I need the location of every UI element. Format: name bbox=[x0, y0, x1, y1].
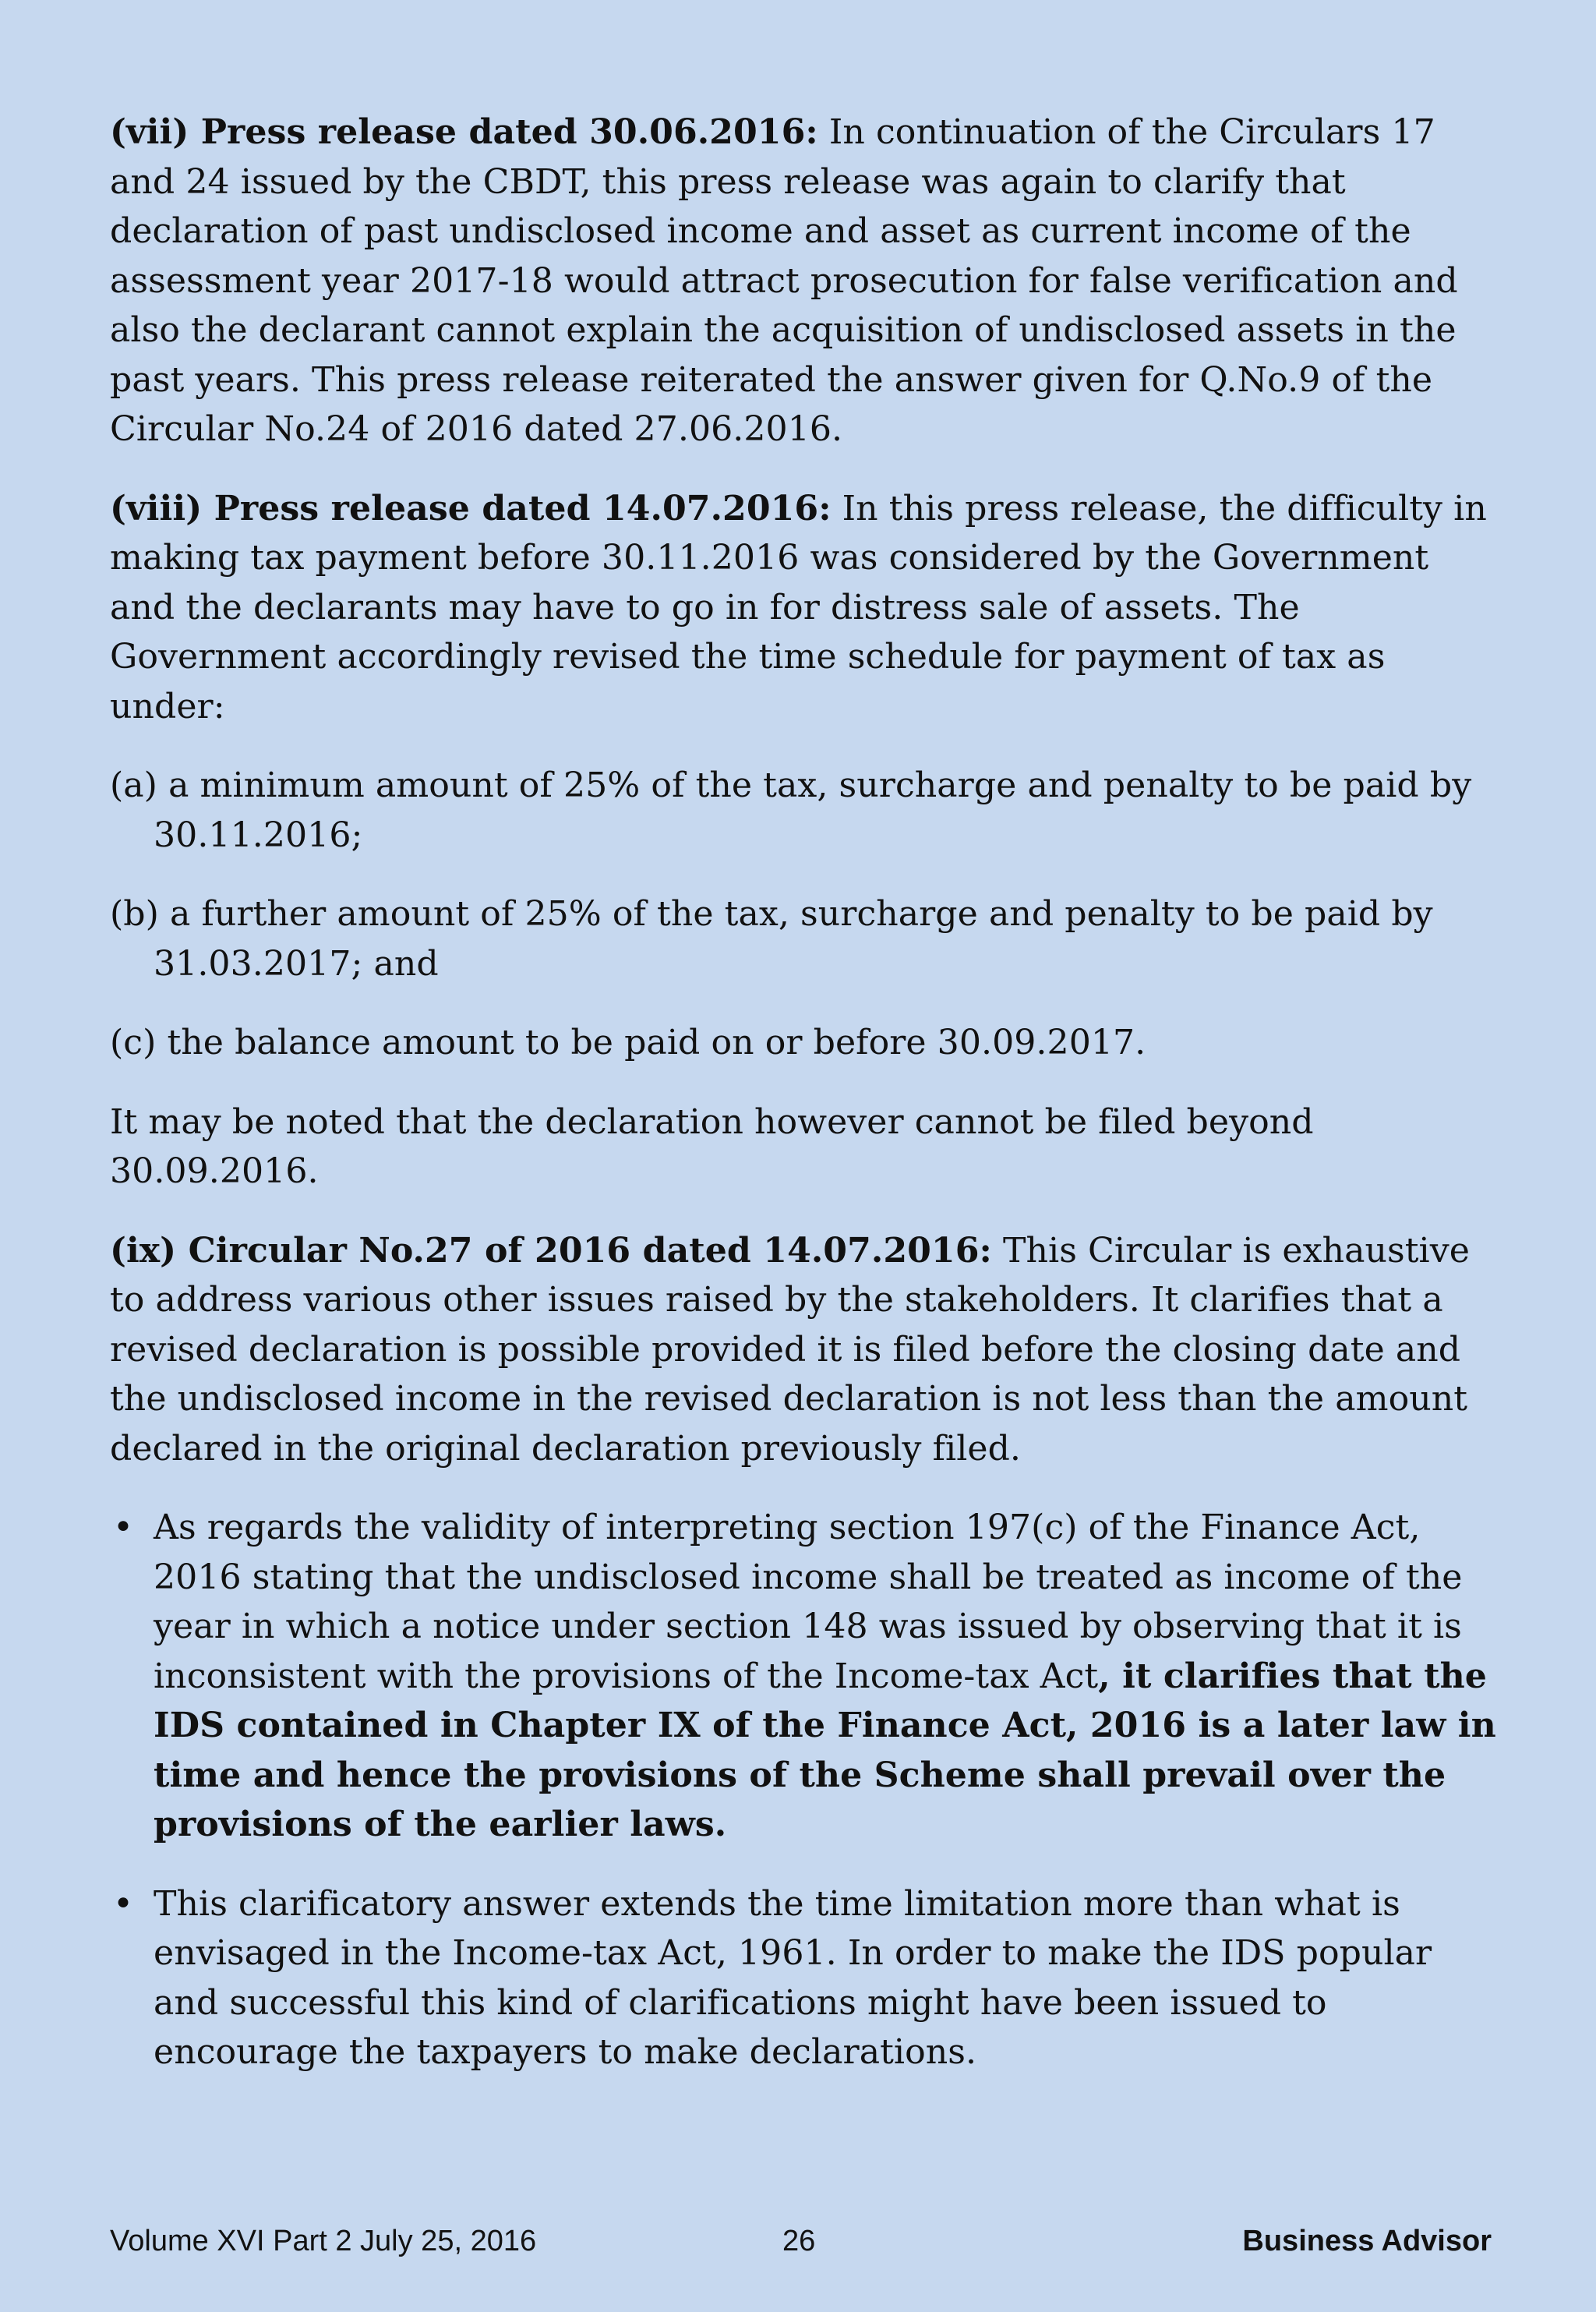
paragraph-ix bbox=[110, 1226, 1497, 1474]
paragraph-vii-text: In continuation of the Circulars 17 and 24 issued by the CBDT, this press release was again to clarify that declaration of past undisclosed income and asset as current income of the assessment year 2017-18 would attract prosecution for false verification and also the declarant cannot explain the acquisition of undisclosed assets in the past years. This press release reiterated the answer given for Q.No.9 of the Circular No.24 of 2016 dated 27.06.2016. bbox=[110, 112, 1458, 449]
schedule-item-a: (a) a minimum amount of 25% of the tax, surcharge and penalty to be paid by 30.11.2016; bbox=[110, 765, 1472, 855]
filing-deadline-note: It may be noted that the declaration however cannot be filed beyond 30.09.2016. bbox=[110, 1101, 1314, 1191]
page-footer bbox=[110, 2225, 1492, 2256]
bullet-item-clarification bbox=[110, 1879, 1497, 2077]
page-content bbox=[110, 108, 1497, 2107]
paragraph-ix-heading: (ix) Circular No.27 of 2016 dated 14.07.2016: bbox=[110, 1229, 992, 1271]
bullet-icon: • bbox=[113, 1508, 134, 1547]
bullet-list bbox=[110, 1503, 1497, 2077]
paragraph-vii-heading: (vii) Press release dated 30.06.2016: bbox=[110, 111, 818, 152]
paragraph-vii bbox=[110, 108, 1497, 454]
bullet-icon: • bbox=[113, 1883, 134, 1924]
paragraph-viii bbox=[110, 484, 1497, 732]
bullet-item-validity-emphasis: , it clarifies that the IDS contained in Chapter IX of the Finance Act, 2016 is a later law in time and hence the provisions of the Scheme shall prevail over the provisions of the earlier laws. bbox=[154, 1655, 1496, 1844]
footer-page-number: 26 bbox=[782, 2225, 816, 2257]
schedule-item-c: (c) the balance amount to be paid on or before 30.09.2017. bbox=[110, 1023, 1146, 1062]
paragraph-viii-text: In this press release, the difficulty in making tax payment before 30.11.2016 was considered by the Government and the declarants may have to go in for distress sale of assets. The Government accordingly revised the time schedule for payment of tax as under: bbox=[110, 488, 1487, 726]
bullet-item-validity bbox=[110, 1503, 1497, 1850]
footer-volume-info: Volume XVI Part 2 July 25, 2016 bbox=[110, 2225, 537, 2257]
bullet-item-clarification-text: This clarificatory answer extends the time limitation more than what is envisaged in the Income-tax Act, 1961. In order to make the IDS popular and successful this kind of clarifications might have been issued to encourage the taxpayers to make declarations. bbox=[154, 1883, 1432, 2072]
bullet-item-validity-text: As regards the validity of interpreting section 197(c) of the Finance Act, 2016 stating that the undisclosed income shall be treated as income of the year in which a notice under section 148 was issued by observing that it is inconsistent with the provisions of the Income-tax Act bbox=[154, 1508, 1463, 1696]
footer-publication-name: Business Advisor bbox=[1242, 2225, 1492, 2257]
schedule-item-b: (b) a further amount of 25% of the tax, surcharge and penalty to be paid by 31.03.2017; and bbox=[110, 894, 1433, 984]
paragraph-ix-text: This Circular is exhaustive to address various other issues raised by the stakeholders. It clarifies that a revised declaration is possible provided it is filed before the closing date and the undisclosed income in the revised declaration is not less than the amount declared in the original declaration previously filed. bbox=[110, 1230, 1470, 1469]
paragraph-viii-heading: (viii) Press release dated 14.07.2016: bbox=[110, 487, 832, 529]
